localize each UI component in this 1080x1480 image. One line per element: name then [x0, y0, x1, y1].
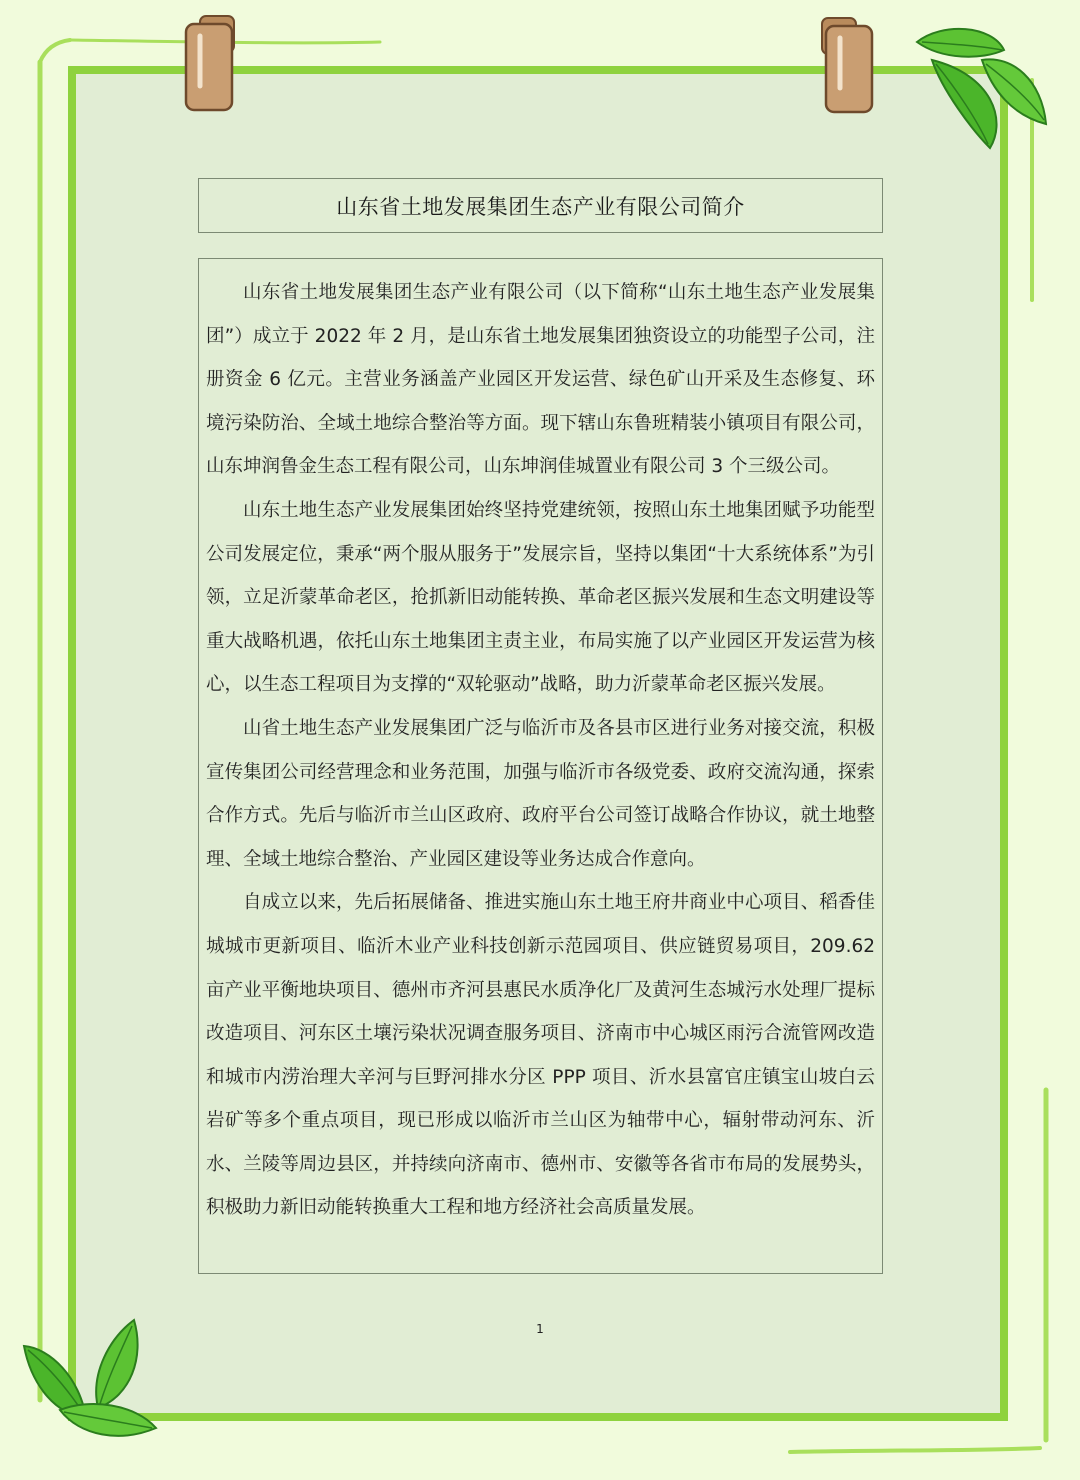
paragraph-3: 山省土地生态产业发展集团广泛与临沂市及各县市区进行业务对接交流，积极宣传集团公司经营理念和业务范围，加强与临沂市各级党委、政府交流沟通，探索合作方式。先后与临沂市兰山区政府、政府平台公司签订战略合作协议，就土地整理、全域土地综合整治、产业园区建设等业务达成合作意向。 — [206, 717, 875, 870]
leaves-bottom-left-icon — [0, 0, 200, 1480]
paragraph-2: 山东土地生态产业发展集团始终坚持党建统领，按照山东土地集团赋予功能型公司发展定位，秉承“两个服从服务于”发展宗旨，坚持以集团“十大系统体系”为引领，立足沂蒙革命老区，抢抓新旧动能转换、革命老区振兴发展和生态文明建设等重大战略机遇，依托山东土地集团主责主业，布局实施了以产业园区开发运营为核心，以生态工程项目为支撑的“双轮驱动”战略，助力沂蒙革命老区振兴发展。 — [206, 499, 875, 696]
content-box — [198, 258, 883, 1274]
page-number: 1 — [536, 1322, 544, 1336]
paragraph-1: 山东省土地发展集团生态产业有限公司（以下简称“山东土地生态产业发展集团”）成立于 2022 年 2 月，是山东省土地发展集团独资设立的功能型子公司，注册资金 6 亿元。主营业务涵盖产业园区开发运营、绿色矿山开采及生态修复、环境污染防治、全域土地综合整治等方面。现下辖山东鲁班精装小镇项目有限公司，山东坤润鲁金生态工程有限公司，山东坤润佳城置业有限公司 3 个三级公司。 — [206, 282, 875, 478]
title-box — [198, 178, 883, 233]
document-title: 山东省土地发展集团生态产业有限公司简介 — [336, 194, 745, 219]
paragraph-4: 自成立以来，先后拓展储备、推进实施山东土地王府井商业中心项目、稻香佳城城市更新项目、临沂木业产业科技创新示范园项目、供应链贸易项目，209.62 亩产业平衡地块项目、德州市齐河县惠民水质净化厂及黄河生态城污水处理厂提标改造项目、河东区土壤污染状况调查服务项目、济南市中心城区雨污合流管网改造和城市内涝治理大辛河与巨野河排水分区 PPP 项目、沂水县富官庄镇宝山坡白云岩矿等多个重点项目，现已形成以临沂市兰山区为轴带中心，辐射带动河东、沂水、兰陵等周边县区，并持续向济南市、德州市、安徽等各省市布局的发展势头，积极助力新旧动能转换重大工程和地方经济社会高质量发展。 — [206, 892, 875, 1219]
